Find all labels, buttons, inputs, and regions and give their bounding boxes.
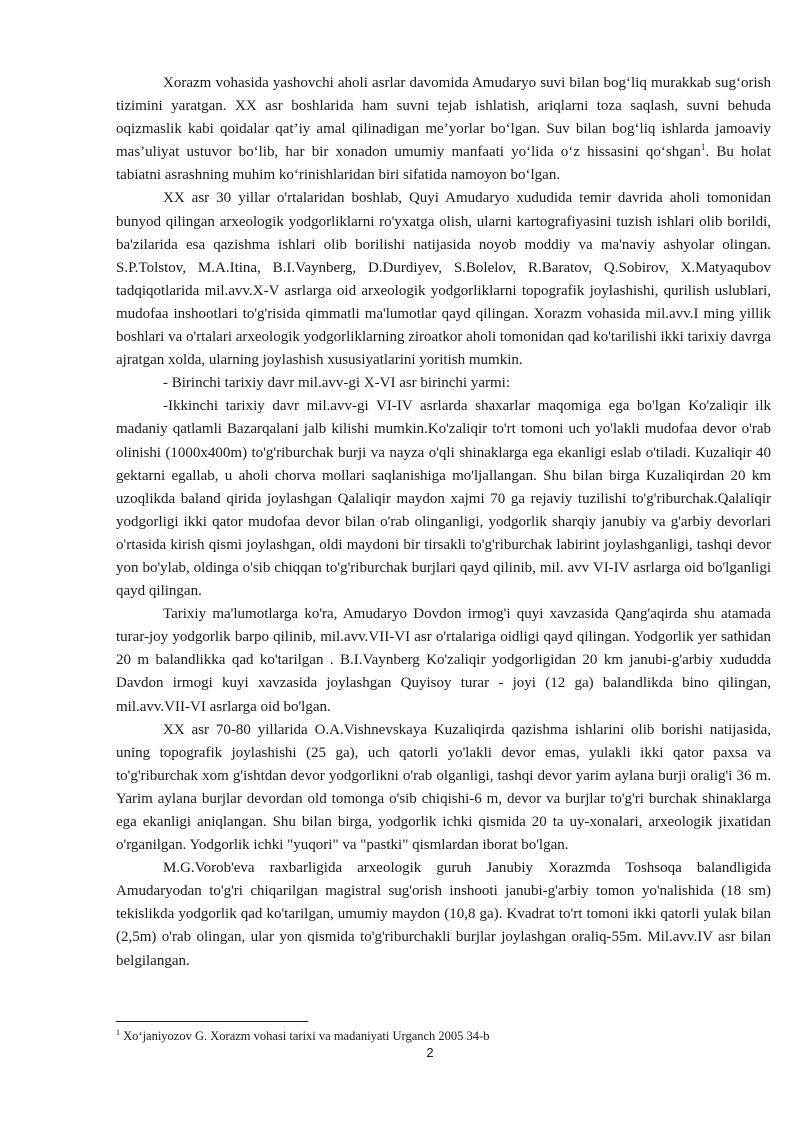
paragraph-2: XX asr 30 yillar o'rtalaridan boshlab, Quyi Amudaryo xududida temir davrida aholi tomonidan bunyod qilingan arxeologik yodgorliklarni ro'yxatga olish, ularni kartografiyasini tuzish ishlari olib borildi, ba'zilarida esa qazishma ishlari olib borilishi natijasida noyob moddiy va ma'naviy ashyolar olingan. S.P.Tolstov, M.A.Itina, B.I.Vaynberg, D.Durdiyev, S.Bolelov, R.Baratov, Q.Sobirov, X.Matyaqubov tadqiqotlarida mil.avv.X-V asrlarga oid arxeologik yodgorliklarni topografik joylashishi, qurilish uslublari, mudofaa inshootlari to'g'risida qimmatli ma'lumotlar qayd qilingan. Xorazm vohasida mil.avv.I ming yillik boshlari va o'rtalari arxeologik yodgorliklarning ziroatkor aholi tomonidan qad ko'tarilishi ikki tarixiy davrga ajratgan xolda, ularning joylashish xususiyatlarini yoritish mumkin. [116,190,771,369]
page-number-value: 2 [426,1045,434,1060]
paragraph-1-text: Xorazm vohasida yashovchi aholi asrlar davomida Amudaryo suvi bilan bog‘liq murakkab sug‘orish tizimini yaratgan. XX asr boshlarida ham suvni tejab ishlatish, ariqlarni toza saqlash, suvni behuda oqizmaslik kabi qoidalar qat’iy amal qilinadigan me’yorlar bo‘lgan. Suv bilan bog‘liq ishlarda jamoaviy mas’uliyat ustuvor bo‘lib, har bir xonadon umumiy manfaati yo‘lida o‘z hissasini qo‘shgan [116,75,771,161]
footnote-reference[interactable]: 1 [700,142,706,153]
paragraph-1-text-end: . Bu holat tabiatni asrashning muhim ko‘rinishlaridan biri sifatida namoyon bo‘lgan. [116,144,771,184]
paragraph-1 [116,72,771,187]
paragraph-5: Tarixiy ma'lumotlarga ko'ra, Amudaryo Dovdon irmog'i quyi xavzasida Qang'aqirda shu atamada turar-joy yodgorlik barpo qilinib, mil.avv.VII-VI asr o'rtalariga oidligi qayd qilingan. Yodgorlik yer sathidan 20 m balandlikka qad ko'tarilgan . B.I.Vaynberg Ko'zaliqir yodgorligidan 20 km janubi-g'arbiy xududda Davdon irmogi kuyi xavzasida joylashgan Quyisoy turar - joyi (12 ga) balandlikda bino qilingan, mil.avv.VII-VI asrlarga oid bo'lgan. [116,606,771,715]
footnote [116,1028,771,1044]
page-number [0,1045,800,1060]
footnote-separator [116,1021,308,1022]
paragraph-6: XX asr 70-80 yillarida O.A.Vishnevskaya Kuzaliqirda qazishma ishlarini olib borishi natijasida, uning topografik joylashishi (25 ga), uch qatorli yo'lakli devor emas, yulakli ikki qator paxsa va to'g'riburchak xom g'ishtdan devor yodgorlikni o'rab olganligi, tashqi devor yarim aylana burji oralig'i 36 m. Yarim aylana burjlar devordan old tomonga o'sib chiqishi-6 m, devor va burjlar to'g'ri burchak shinaklarga ega ekanligi aniqlangan. Shu bilan birga, yodgorlik ichki qismida 20 ta uy-xonalari, arxeologik jixatidan o'rganilgan. Yodgorlik ichki "yuqori" va "pastki" qismlardan iborat bo'lgan. [116,721,771,854]
footnote-number: 1 [116,1027,120,1037]
paragraph-7: M.G.Vorob'eva raxbarligida arxeologik guruh Janubiy Xorazmda Toshsoqa balandligida Amudaryodan to'g'ri chiqarilgan magistral sug'orish inshooti janubi-g'arbiy tomon yo'nalishida (18 sm) tekislikda yodgorlik qad ko'tarilgan, umumiy maydon (10,8 ga). Kvadrat to'rt tomoni ikki qatorli yulak bilan (2,5m) o'rab olingan, ular yon qismida to'g'riburchakli burjlar joylashgan oraliq-55m. Mil.avv.IV asr bilan belgilangan. [116,860,771,969]
paragraph-4: -Ikkinchi tarixiy davr mil.avv-gi VI-IV asrlarda shaxarlar maqomiga ega bo'lgan Ko'zaliqir ilk madaniy qatlamli Bazarqalani jalb kilishi mumkin.Ko'zaliqir to'rt tomoni uch yo'lakli mudofaa devor o'rab olinishi (1000x400m) to'g'riburchak burji va nayza o'qli shinaklarga ega ekanligi eslab o'tiladi. Kuzaliqir 40 gektarni egallab, u aholi chorva mollari saqlanishiga mo'ljallangan. Shu bilan birga Kuzaliqirdan 20 km uzoqlikda baland qirida joylashgan Qalaliqir maydon xajmi 70 ga rejaviy tuzilishi to'g'riburchak.Qalaliqir yodgorligi ikki qator mudofaa devor bilan o'rab olinganligi, yodgorlik sharqiy janubiy va g'arbiy devorlari o'rtasida kirish qismi joylashgan, oldi maydoni bir tirsakli to'g'riburchak labirint joylashganligi, tashqi devor yon bo'ylab, oldinga o'sib chiqqan to'g'riburchak burjlari qayd qilinib, mil. avv VI-IV asrlarga oid bo'lganligi qayd qilingan. [116,398,771,600]
body-text [116,72,771,973]
paragraph-3: - Birinchi tarixiy davr mil.avv-gi X-VI asr birinchi yarmi: [163,375,510,392]
footnote-text: Xo‘janiyozov G. Xorazm vohasi tarixi va madaniyati Urganch 2005 34-b [123,1029,490,1043]
